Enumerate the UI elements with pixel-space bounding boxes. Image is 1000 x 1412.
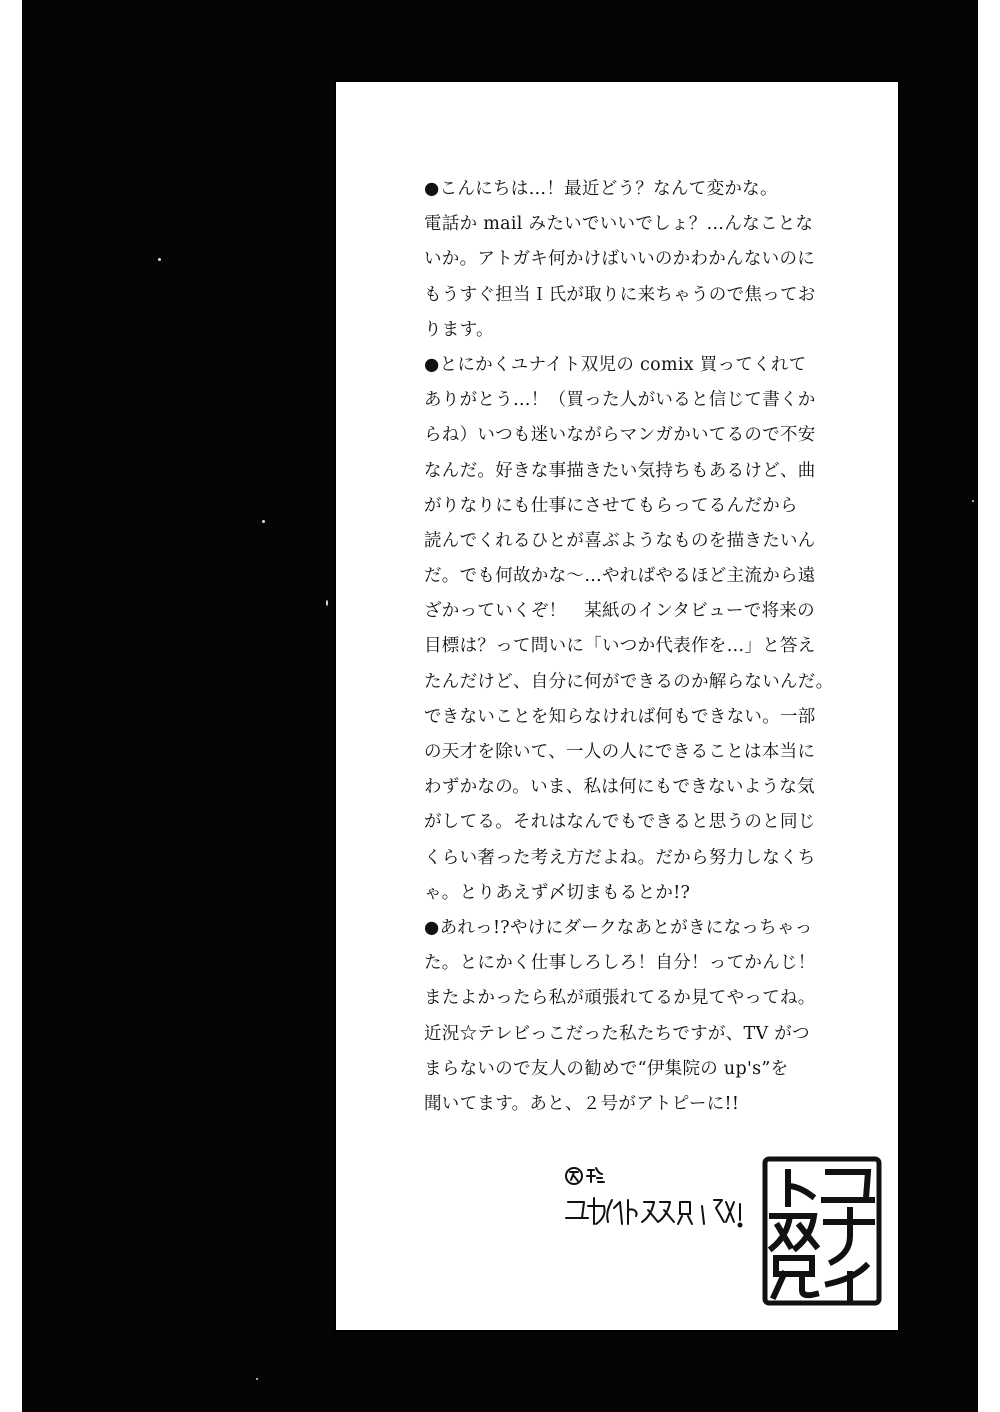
left-margin-strip [0, 0, 22, 1412]
text-line: ゃ。とりあえず〆切まもるとか!? [424, 882, 691, 903]
text-line: だ。でも何故かな〜…やればやるほど主流から遠 [424, 566, 816, 587]
text-line: たんだけど、自分に何ができるのか解らないんだ。 [424, 671, 834, 692]
text-line: ります。 [424, 319, 494, 340]
text-line: 近況☆テレビっこだった私たちですが、TV がつ [424, 1023, 810, 1044]
handwritten-signature-icon [564, 1162, 754, 1242]
text-line: わずかなの。いま、私は何にもできないような気 [424, 777, 815, 798]
text-line: 電話か mail みたいでいいでしょ？…んなことな [424, 214, 814, 235]
text-line: らね）いつも迷いながらマンガかいてるので不安 [424, 425, 816, 446]
text-line: がしてる。それはなんでもできると思うのと同じ [424, 812, 816, 833]
text-line: またよかったら私が頑張れてるか見てやってね。 [424, 988, 816, 1009]
dust-speck [326, 600, 328, 606]
text-line: がりなりにも仕事にさせてもらってるんだから [424, 495, 798, 516]
text-line: ざかっていくぞ！ 某紙のインタビューで将来の [424, 601, 815, 622]
text-line: た。とにかく仕事しろしろ！自分！ってかんじ！ [424, 953, 816, 974]
text-line: 聞いてます。あと、２号がアトピーに!! [424, 1093, 740, 1114]
text-line: いか。アトガキ何かけばいいのかわかんないのに [424, 249, 816, 270]
text-line: 読んでくれるひとが喜ぶようなものを描きたいん [424, 530, 816, 551]
text-line: ●こんにちは…！最近どう？なんて変かな。 [424, 179, 778, 199]
text-line: ●あれっ!?やけにダークなあとがきになっちゃっ [424, 917, 813, 938]
text-line: できないことを知らなければ何もできない。一部 [424, 706, 816, 727]
text-line: ●とにかくユナイト双児の comix 買ってくれて [424, 354, 807, 375]
right-margin-strip [978, 0, 1000, 1412]
text-line: まらないので友人の勧めで“伊集院の up's”を [424, 1058, 789, 1079]
text-line: もうすぐ担当Ｉ氏が取りに来ちゃうので焦ってお [424, 284, 816, 305]
text-line: くらい奢った考え方だよね。だから努力しなくち [424, 847, 816, 868]
dust-speck [158, 258, 161, 261]
dust-speck [256, 1378, 258, 1380]
seal-stamp-icon [762, 1156, 882, 1306]
text-line: なんだ。好きな事描きたい気持ちもあるけど、曲 [424, 460, 816, 481]
afterword-text [424, 172, 844, 1122]
text-line: の天才を除いて、一人の人にできることは本当に [424, 742, 816, 762]
afterword-card [334, 80, 900, 1332]
text-line: 目標は？って問いに「いつか代表作を…」と答え [424, 636, 816, 657]
text-line: ありがとう…！（買った人がいると信じて書くか [424, 390, 816, 411]
dust-speck [262, 520, 265, 523]
dust-speck [972, 500, 974, 502]
